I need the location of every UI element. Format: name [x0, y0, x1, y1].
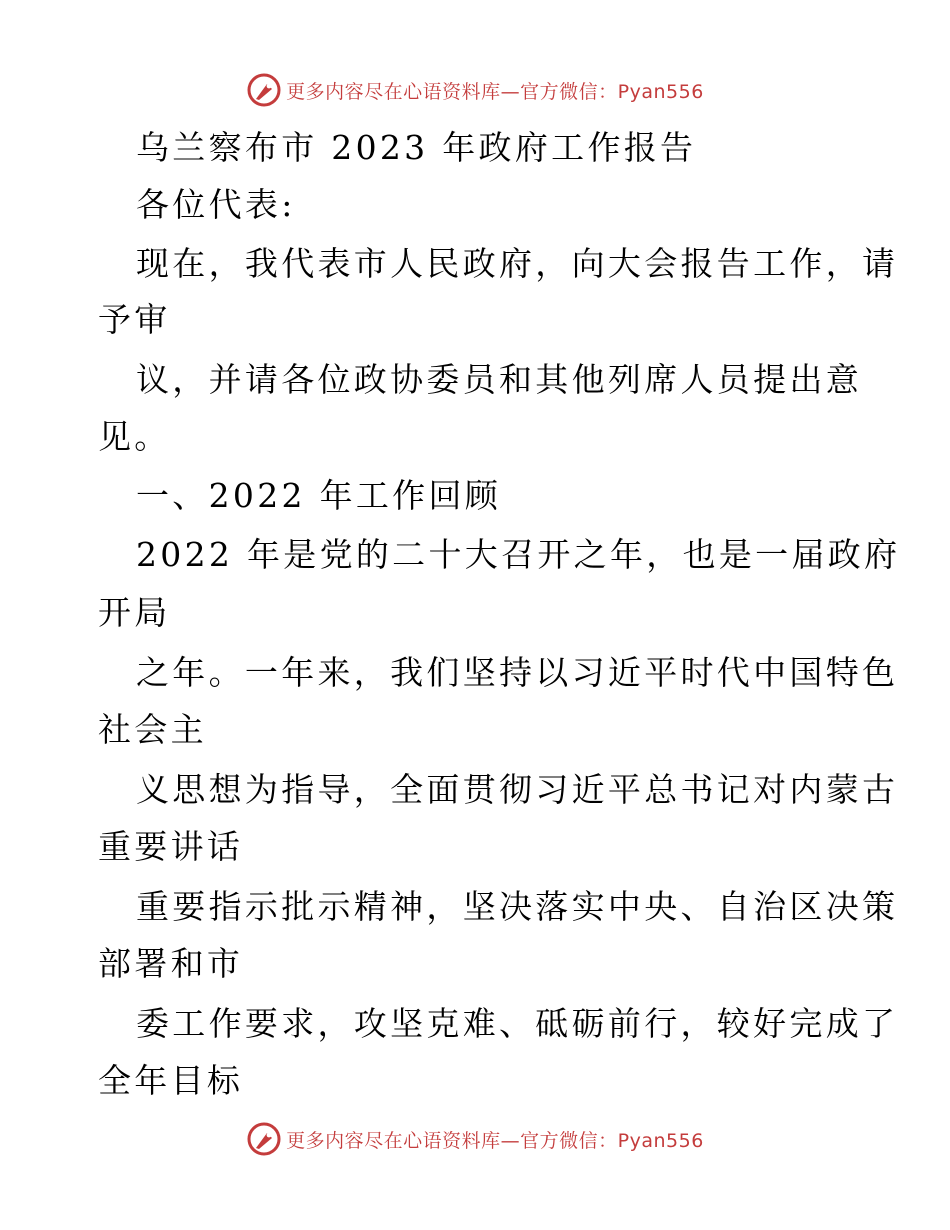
paragraph-line: 之年。一年来，我们坚持以习近平时代中国特色 [136, 653, 899, 692]
watermark-text: 更多内容尽在心语资料库—官方微信：Pyan556 [286, 1129, 704, 1152]
paragraph-line: 2022 年是党的二十大召开之年，也是一届政府 [136, 535, 901, 574]
footer-watermark-banner [0, 1117, 950, 1161]
paragraph-line: 重要讲话 [98, 827, 244, 866]
paragraph-line: 开局 [98, 593, 171, 632]
salutation: 各位代表: [136, 185, 296, 224]
pen-nib-logo-icon [246, 1121, 282, 1157]
paragraph-line: 委工作要求，攻坚克难、砥砺前行，较好完成了 [136, 1004, 899, 1043]
paragraph-line: 见。 [98, 417, 171, 456]
paragraph-line: 议，并请各位政协委员和其他列席人员提出意 [136, 360, 862, 399]
section-heading: 一、2022 年工作回顾 [136, 476, 502, 515]
paragraph-line: 予审 [98, 300, 171, 339]
paragraph-line: 现在，我代表市人民政府，向大会报告工作，请 [136, 244, 899, 283]
paragraph-line: 部署和市 [98, 944, 244, 983]
paragraph-line: 社会主 [98, 710, 207, 749]
paragraph-line: 全年目标 [98, 1061, 244, 1100]
header-watermark-banner [0, 68, 950, 112]
watermark-text: 更多内容尽在心语资料库—官方微信：Pyan556 [286, 80, 704, 103]
paragraph-line: 义思想为指导，全面贯彻习近平总书记对内蒙古 [136, 770, 899, 809]
document-title: 乌兰察布市 2023 年政府工作报告 [136, 128, 697, 167]
pen-nib-logo-icon [246, 72, 282, 108]
paragraph-line: 重要指示批示精神，坚决落实中央、自治区决策 [136, 887, 899, 926]
